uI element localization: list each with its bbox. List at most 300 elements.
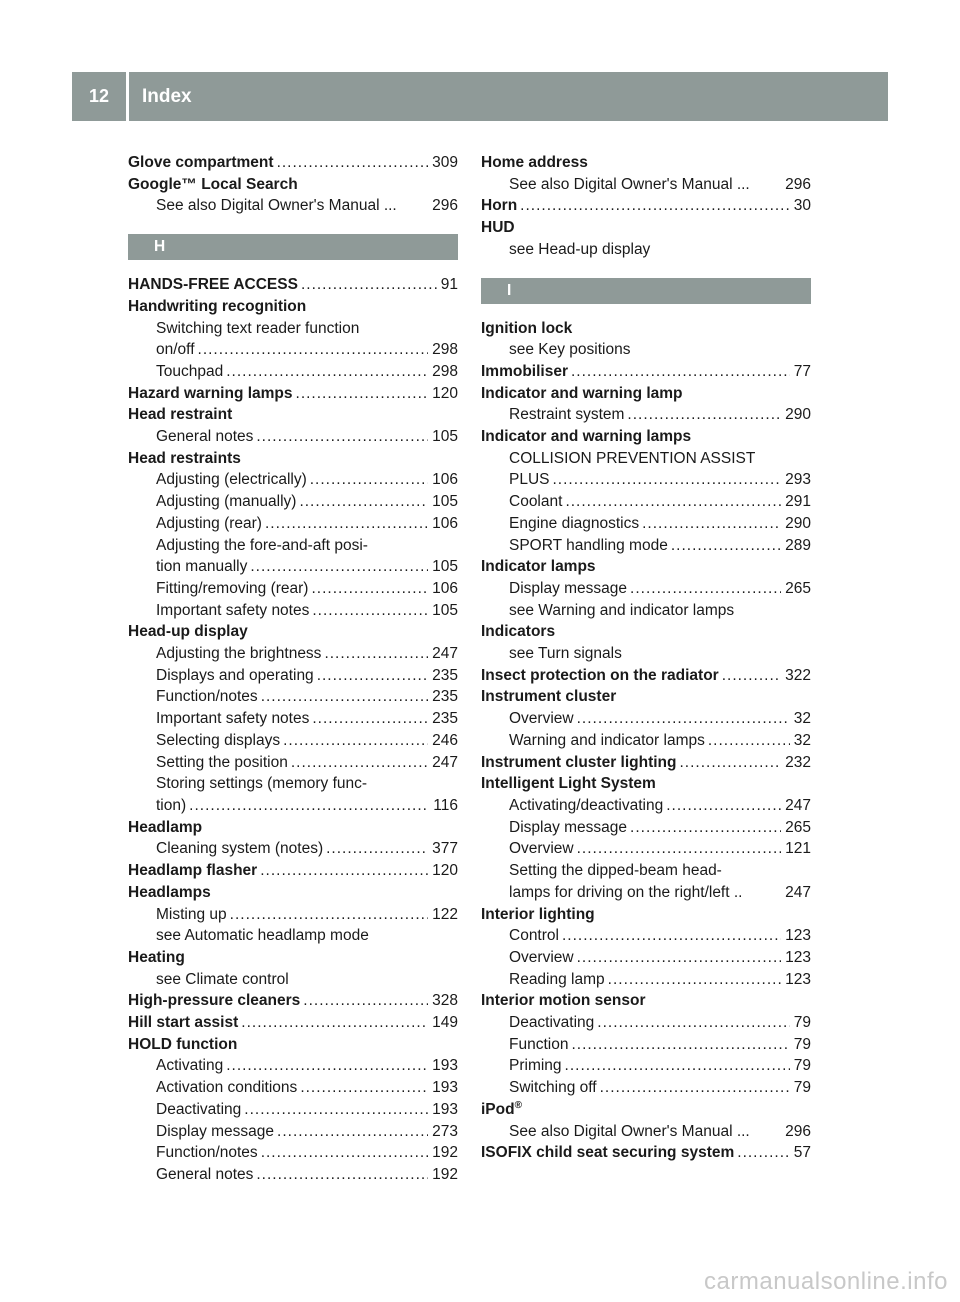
page-ref: 296 <box>432 197 458 215</box>
index-term <box>481 195 811 217</box>
term-text <box>481 217 515 239</box>
term-text <box>156 600 309 622</box>
term-text <box>156 925 369 947</box>
index-entry <box>481 665 811 687</box>
term-text <box>156 556 247 578</box>
term-label: Important safety notes <box>156 601 310 619</box>
dot-leader <box>722 665 781 687</box>
page-ref: 32 <box>793 731 811 749</box>
dot-leader <box>324 643 428 665</box>
index-entry <box>481 752 811 774</box>
term-text <box>509 838 574 860</box>
term-label: SPORT handling mode <box>509 536 668 554</box>
term-label: Horn <box>481 197 518 215</box>
dot-leader <box>303 990 428 1012</box>
term-text <box>509 1077 597 1099</box>
term-text <box>509 730 705 752</box>
term-text <box>509 643 622 665</box>
index-entry <box>128 404 458 447</box>
term-label: lamps for driving on the right/left .. <box>509 883 743 901</box>
term-label: Overview <box>509 948 574 966</box>
term-label: Hazard warning lamps <box>128 384 293 402</box>
term-label: Setting the position <box>156 753 288 771</box>
dot-leader <box>241 1012 428 1034</box>
term-text <box>509 513 639 535</box>
term-text <box>509 491 562 513</box>
term-text <box>509 947 574 969</box>
index-term <box>481 361 811 383</box>
index-entry <box>128 1034 458 1186</box>
term-label: Indicator lamps <box>481 558 596 576</box>
term-text <box>156 686 258 708</box>
term-text <box>156 1099 241 1121</box>
term-label: Displays and operating <box>156 666 314 684</box>
dot-leader <box>261 686 428 708</box>
dot-leader <box>198 339 429 361</box>
page-ref: 122 <box>432 905 458 923</box>
term-text <box>481 686 616 708</box>
term-label: HANDS-FREE ACCESS <box>128 276 298 294</box>
term-text <box>156 361 223 383</box>
dot-leader <box>565 1055 790 1077</box>
page-ref: 377 <box>432 840 458 858</box>
index-term <box>481 152 811 174</box>
term-label: tion) <box>156 796 187 814</box>
index-term <box>128 621 458 643</box>
term-text <box>509 448 755 470</box>
term-label: PLUS <box>509 471 550 489</box>
page-ref: 121 <box>785 840 811 858</box>
dot-leader <box>250 556 428 578</box>
dot-leader <box>261 1142 428 1164</box>
term-text <box>128 947 185 969</box>
index-term <box>481 1142 811 1164</box>
index-term <box>128 274 458 296</box>
dot-leader <box>226 1055 428 1077</box>
index-term <box>481 1099 811 1121</box>
page-ref: 57 <box>793 1144 811 1162</box>
index-subterm <box>481 1077 811 1099</box>
dot-leader <box>577 838 782 860</box>
term-label: Glove compartment <box>128 154 274 171</box>
term-label: Head-up display <box>128 623 248 641</box>
term-text <box>509 404 624 426</box>
term-text <box>481 195 517 217</box>
term-text <box>156 318 359 340</box>
term-label: Engine diagnostics <box>509 514 640 532</box>
page-ref: 192 <box>432 1165 458 1183</box>
index-entry <box>481 152 811 195</box>
index-entry <box>481 1099 811 1142</box>
term-label: Fitting/removing (rear) <box>156 579 309 597</box>
dot-leader <box>299 491 428 513</box>
dot-leader <box>256 1164 428 1186</box>
index-subterm <box>481 491 811 513</box>
index-subterm <box>128 195 458 217</box>
index-subterm <box>128 491 458 513</box>
term-text <box>156 1164 253 1186</box>
term-text <box>128 404 232 426</box>
index-subterm <box>128 339 458 361</box>
index-term <box>481 904 811 926</box>
index-subterm <box>128 318 458 340</box>
dot-leader <box>577 947 782 969</box>
index-entry <box>481 383 811 426</box>
term-text <box>481 621 555 643</box>
term-text <box>481 383 683 405</box>
term-label: Indicator and warning lamp <box>481 384 683 402</box>
page-ref: 79 <box>793 1014 811 1032</box>
index-subterm <box>481 1055 811 1077</box>
page-ref: 120 <box>432 862 458 880</box>
dot-leader <box>310 469 428 491</box>
dot-leader <box>312 708 428 730</box>
dot-leader <box>301 274 437 296</box>
index-column-left <box>128 152 458 1186</box>
term-label: Indicators <box>481 623 556 641</box>
page-ref: 290 <box>785 406 811 424</box>
page-ref: 91 <box>440 276 458 294</box>
term-label: Function/notes <box>156 1144 258 1162</box>
index-subterm <box>481 578 811 600</box>
term-text <box>481 1142 734 1164</box>
term-label: Storing settings (memory func- <box>156 775 368 793</box>
page-ref: 105 <box>432 558 458 576</box>
index-subterm <box>128 1164 458 1186</box>
index-entry <box>128 448 458 622</box>
index-subterm <box>481 174 811 196</box>
page-ref: 291 <box>785 493 811 511</box>
page-ref: 328 <box>432 992 458 1010</box>
term-text <box>156 1055 223 1077</box>
index-entry <box>481 1142 811 1164</box>
page-ref: 296 <box>785 175 811 193</box>
term-label: see Warning and indicator lamps <box>509 601 735 619</box>
term-text <box>128 296 306 318</box>
index-term <box>481 217 811 239</box>
term-label: Heating <box>128 948 185 966</box>
term-label: General notes <box>156 428 254 446</box>
index-term <box>481 318 811 340</box>
index-subterm <box>128 708 458 730</box>
term-text <box>156 578 308 600</box>
dot-leader <box>260 860 428 882</box>
term-label: Function/notes <box>156 688 258 706</box>
dot-leader <box>571 1034 789 1056</box>
index-term <box>128 817 458 839</box>
dot-leader <box>708 730 790 752</box>
index-term <box>128 1012 458 1034</box>
dot-leader <box>520 195 790 217</box>
term-text <box>509 174 750 196</box>
index-subterm <box>128 513 458 535</box>
term-label: Display message <box>156 1122 275 1140</box>
term-label: Head restraint <box>128 406 233 424</box>
term-text <box>509 1055 562 1077</box>
term-label: Headlamp flasher <box>128 862 258 880</box>
index-entry <box>128 860 458 882</box>
index-entry <box>481 990 811 1099</box>
term-text <box>156 904 227 926</box>
index-entry <box>481 426 811 556</box>
term-text <box>156 426 253 448</box>
term-text <box>481 904 595 926</box>
index-subterm <box>481 643 811 665</box>
page-ref: 298 <box>432 362 458 380</box>
dot-leader <box>679 752 781 774</box>
term-text <box>128 383 293 405</box>
term-text <box>509 969 605 991</box>
index-subterm <box>128 773 458 795</box>
index-subterm <box>128 643 458 665</box>
term-text <box>128 1034 237 1056</box>
term-label: see Head-up display <box>509 240 651 258</box>
index-entry <box>128 947 458 990</box>
page-ref: 296 <box>785 1122 811 1140</box>
term-label: Display message <box>509 818 628 836</box>
index-subterm <box>481 708 811 730</box>
term-label: High-pressure cleaners <box>128 992 301 1010</box>
index-subterm <box>481 817 811 839</box>
term-label: Google™ Local Search <box>128 175 298 193</box>
page-ref: 193 <box>432 1057 458 1075</box>
term-label: Restraint system <box>509 406 625 424</box>
index-term <box>481 621 811 643</box>
dot-leader <box>608 969 781 991</box>
index-subterm <box>128 556 458 578</box>
term-text <box>156 1142 258 1164</box>
index-term <box>128 404 458 426</box>
index-subterm <box>481 947 811 969</box>
term-label: See also Digital Owner's Manual ... <box>509 1122 750 1140</box>
index-subterm <box>128 1077 458 1099</box>
index-subterm <box>128 838 458 860</box>
index-subterm <box>128 426 458 448</box>
term-text <box>509 239 650 261</box>
term-text <box>156 1121 274 1143</box>
section-letter: I <box>507 281 512 299</box>
page-ref: 106 <box>432 579 458 597</box>
term-label: Cleaning system (notes) <box>156 840 324 858</box>
page-ref: 235 <box>432 710 458 728</box>
dot-leader <box>189 795 429 817</box>
term-text <box>509 925 559 947</box>
term-label: see Automatic headlamp mode <box>156 927 369 945</box>
term-label: HUD <box>481 219 515 237</box>
term-text <box>481 556 596 578</box>
page-ref: 105 <box>432 428 458 446</box>
term-text <box>509 535 668 557</box>
term-text <box>481 152 588 174</box>
dot-leader <box>226 361 428 383</box>
index-subterm <box>128 469 458 491</box>
watermark: carmanualsonline.info <box>704 1268 948 1295</box>
term-label: Deactivating <box>156 1100 242 1118</box>
term-label: see Turn signals <box>509 645 622 663</box>
page-ref: 120 <box>432 384 458 402</box>
page-ref: 116 <box>433 796 458 814</box>
term-label: Instrument cluster lighting <box>481 753 677 771</box>
term-text <box>156 513 262 535</box>
term-text <box>128 882 211 904</box>
term-text <box>481 361 568 383</box>
dot-leader <box>312 600 428 622</box>
page-ref: 265 <box>785 818 811 836</box>
registered-mark: ® <box>514 1099 522 1111</box>
term-label: Adjusting (rear) <box>156 514 262 532</box>
index-subterm <box>128 1142 458 1164</box>
term-label: Hill start assist <box>128 1014 239 1032</box>
page-ref: 77 <box>793 362 811 380</box>
dot-leader <box>296 383 429 405</box>
index-subterm <box>128 578 458 600</box>
term-text <box>509 1012 594 1034</box>
term-text <box>128 817 202 839</box>
dot-leader <box>642 513 781 535</box>
term-text <box>481 990 646 1012</box>
term-label: Ignition lock <box>481 319 573 337</box>
section-letter-bar <box>481 278 811 304</box>
index-term <box>481 752 811 774</box>
term-text <box>509 882 742 904</box>
term-text <box>128 152 274 174</box>
dot-leader <box>265 513 428 535</box>
term-text <box>156 1077 297 1099</box>
index-term <box>481 665 811 687</box>
term-label: Interior motion sensor <box>481 992 646 1010</box>
dot-leader <box>230 904 428 926</box>
index-term <box>481 383 811 405</box>
page-ref: 79 <box>793 1079 811 1097</box>
term-text <box>481 426 691 448</box>
index-term <box>128 296 458 318</box>
term-text <box>156 665 314 687</box>
term-label: see Climate control <box>156 970 289 988</box>
term-label: Handwriting recognition <box>128 297 307 315</box>
dot-leader <box>291 752 428 774</box>
dot-leader <box>283 730 428 752</box>
dot-leader <box>597 1012 789 1034</box>
index-subterm <box>481 1034 811 1056</box>
index-term <box>128 383 458 405</box>
index-subterm <box>481 925 811 947</box>
term-text <box>156 708 309 730</box>
dot-leader <box>630 817 781 839</box>
page-ref: 32 <box>793 710 811 728</box>
index-entry <box>481 686 811 751</box>
index-subterm <box>481 730 811 752</box>
term-text <box>128 860 257 882</box>
page-ref: 247 <box>432 645 458 663</box>
index-subterm <box>128 600 458 622</box>
index-term <box>128 947 458 969</box>
page-ref: 235 <box>432 666 458 684</box>
index-entry <box>128 152 458 174</box>
dot-leader <box>317 665 428 687</box>
index-subterm <box>481 969 811 991</box>
index-subterm <box>128 1099 458 1121</box>
term-label: Warning and indicator lamps <box>509 731 705 749</box>
page-ref: 193 <box>432 1079 458 1097</box>
term-label: Instrument cluster <box>481 688 617 706</box>
term-text <box>509 578 627 600</box>
term-text <box>156 491 296 513</box>
index-subterm <box>481 795 811 817</box>
index-entry <box>128 990 458 1012</box>
index-subterm <box>128 925 458 947</box>
index-entry <box>128 296 458 383</box>
term-label: Head restraints <box>128 449 241 467</box>
index-subterm <box>481 469 811 491</box>
index-subterm <box>481 404 811 426</box>
index-subterm <box>481 600 811 622</box>
term-label: Control <box>509 927 559 945</box>
term-label: Indicator and warning lamps <box>481 428 692 446</box>
term-label: Insect protection on the radiator <box>481 666 719 684</box>
index-term <box>128 152 458 174</box>
index-entry <box>481 621 811 664</box>
index-entry <box>128 383 458 405</box>
term-label: Coolant <box>509 493 563 511</box>
term-label: Adjusting the fore-and-aft posi- <box>156 536 368 554</box>
term-label: Selecting displays <box>156 731 281 749</box>
dot-leader <box>630 578 781 600</box>
index-subterm <box>481 1121 811 1143</box>
term-text <box>128 174 298 196</box>
term-label: Function <box>509 1035 569 1053</box>
term-label: Overview <box>509 840 574 858</box>
index-term <box>128 882 458 904</box>
term-label: Adjusting (manually) <box>156 493 297 511</box>
term-label: Misting up <box>156 905 227 923</box>
page-ref: 235 <box>432 688 458 706</box>
dot-leader <box>571 361 790 383</box>
term-text <box>156 969 289 991</box>
page-number: 12 <box>88 86 110 106</box>
dot-leader <box>577 708 790 730</box>
index-entry <box>128 274 458 296</box>
index-term <box>128 860 458 882</box>
index-subterm <box>481 513 811 535</box>
index-entry <box>481 195 811 217</box>
term-label: Home address <box>481 154 588 171</box>
term-text <box>156 730 280 752</box>
index-entry <box>128 817 458 860</box>
index-subterm <box>481 448 811 470</box>
index-subterm <box>128 1055 458 1077</box>
page-ref: 273 <box>432 1122 458 1140</box>
page-header <box>72 72 888 121</box>
section-letter-bar <box>128 234 458 260</box>
index-subterm <box>481 882 811 904</box>
page-ref: 290 <box>785 514 811 532</box>
dot-leader <box>671 535 781 557</box>
term-label: COLLISION PREVENTION ASSIST <box>509 449 756 467</box>
section-title: Index <box>142 85 192 107</box>
term-label: Setting the dipped-beam head- <box>509 862 722 880</box>
term-text <box>128 274 298 296</box>
term-label: see Key positions <box>509 341 631 359</box>
index-entry <box>481 318 811 361</box>
term-label: Switching text reader function <box>156 319 360 337</box>
page-ref: 123 <box>785 948 811 966</box>
index-term <box>481 990 811 1012</box>
term-text <box>128 990 300 1012</box>
index-subterm <box>128 535 458 557</box>
term-text <box>156 773 367 795</box>
term-text <box>509 1121 750 1143</box>
page-ref: 246 <box>432 731 458 749</box>
